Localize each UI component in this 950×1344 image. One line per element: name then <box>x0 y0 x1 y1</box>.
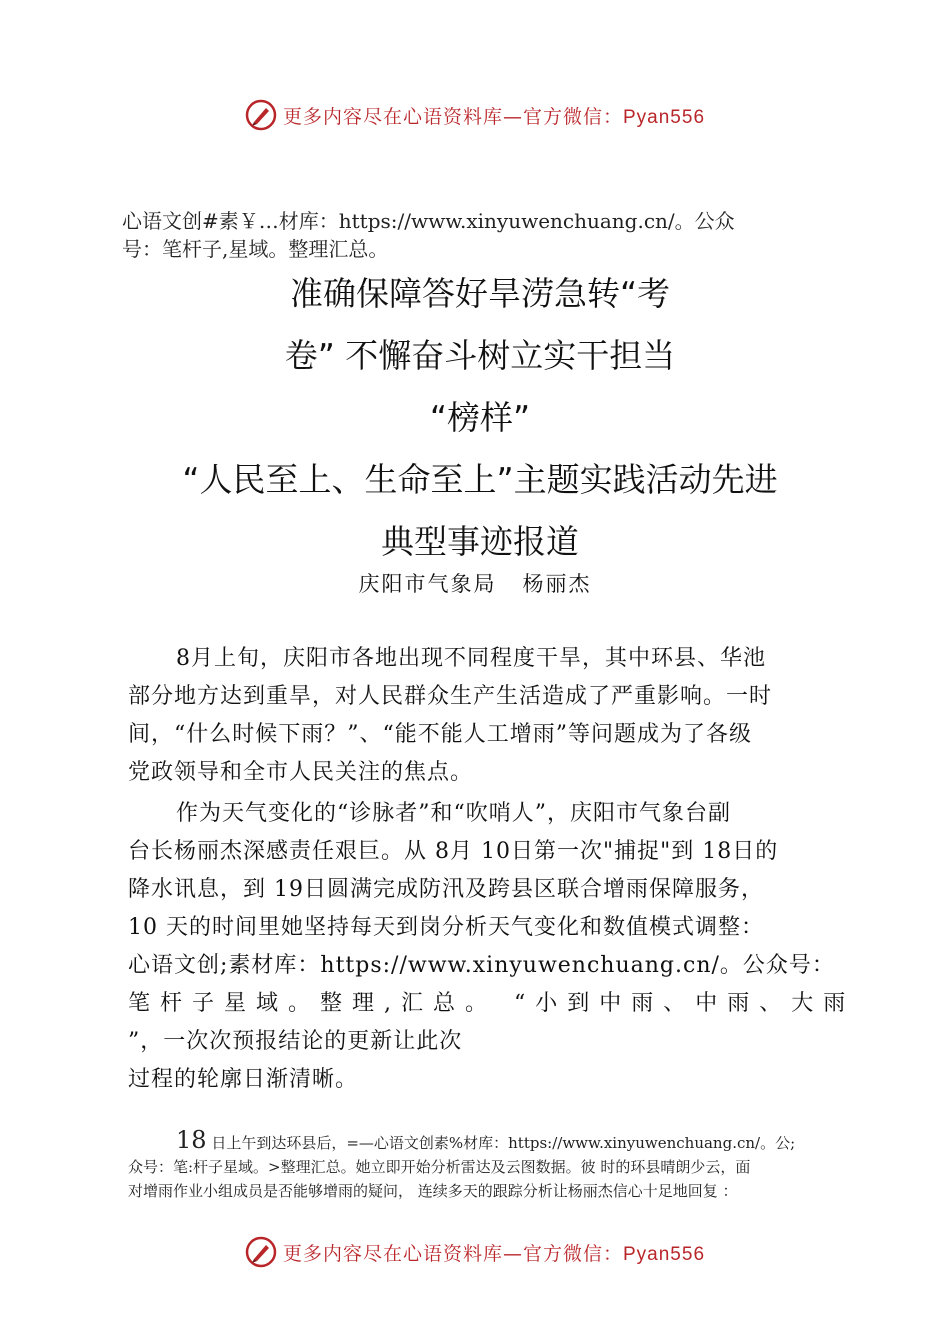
source-note-line: 号：笔杆子,星域。整理汇总。 <box>122 237 389 261</box>
paragraph-line: 党政领导和全市人民关注的焦点。 <box>128 760 474 785</box>
paragraph-line: ”，一次次预报结论的更新让此次 <box>128 1029 463 1054</box>
paragraph <box>128 640 840 792</box>
byline-author: 杨丽杰 <box>522 572 592 596</box>
banner-text: 更多内容尽在心语资料库—官方微信：Pyan556 <box>282 105 706 128</box>
paragraph <box>128 1128 863 1203</box>
paragraph-lead-number: 18 <box>176 1126 207 1154</box>
paragraph-line: 间，“什么时候下雨？”、“能不能人工增雨”等问题成为了各级 <box>128 722 752 747</box>
paragraph-line: 日上午到达环县后，=—心语文创素%材库：https://www.xinyuwenchuang.cn/。公; <box>211 1134 796 1152</box>
pen-logo-icon <box>245 1236 277 1268</box>
footer-banner <box>0 1232 950 1272</box>
paragraph-line: 降水讯息，到 19日圆满完成防汛及跨县区联合增雨保障服务， <box>128 877 764 902</box>
page-title-line: “榜样” <box>429 398 531 437</box>
banner-text: 更多内容尽在心语资料库—官方微信：Pyan556 <box>282 1242 706 1265</box>
paragraph-line: 10 天的时间里她坚持每天到岗分析天气变化和数值模式调整： <box>128 915 764 940</box>
header-banner <box>0 95 950 135</box>
source-note-line: 心语文创#素￥…材库：https://www.xinyuwenchuang.cn/。公众 <box>122 209 735 233</box>
paragraph-line: 对增雨作业小组成员是否能够增雨的疑问， 连续多天的跟踪分析让杨丽杰信心十足地回复 ： <box>128 1182 738 1200</box>
paragraph <box>128 795 856 1099</box>
paragraph-line: 笔杆子星域。整理,汇总。 “小到中雨、中雨、大雨 <box>128 991 856 1016</box>
page-title-line: 准确保障答好旱涝急转“考 <box>289 274 671 313</box>
byline <box>0 568 950 598</box>
pen-logo-icon <box>245 99 277 131</box>
page-title-line: 典型事迹报道 <box>381 522 579 561</box>
wechat-id: Pyan556 <box>623 106 706 128</box>
wechat-id: Pyan556 <box>623 1243 706 1265</box>
paragraph-line: 部分地方达到重旱，对人民群众生产生活造成了严重影响。一时 <box>128 684 773 709</box>
page-title-line: 卷” 不懈奋斗树立实干担当 <box>284 336 676 375</box>
paragraph-line: 作为天气变化的“诊脉者”和“吹哨人”，庆阳市气象台副 <box>176 801 731 826</box>
paragraph-line: 台长杨丽杰深感责任艰巨。从 8月 10日第一次"捕捉"到 18日的 <box>128 839 779 864</box>
paragraph-line: 众号：笔:杆子星域。>整理汇总。她立即开始分析雷达及云图数据。彼 时的环县晴朗少云，面 <box>128 1158 751 1176</box>
page-title-line: “人民至上、生命至上”主题实践活动先进 <box>182 460 778 499</box>
byline-org: 庆阳市气象局 <box>358 572 497 596</box>
source-note <box>122 207 850 263</box>
paragraph-line: 8月上旬，庆阳市各地出现不同程度干旱，其中环县、华池 <box>176 646 766 671</box>
paragraph-line: 过程的轮廓日渐清晰。 <box>128 1067 359 1092</box>
paragraph-line: 心语文创;素材库：https://www.xinyuwenchuang.cn/。公众号： <box>128 953 835 978</box>
